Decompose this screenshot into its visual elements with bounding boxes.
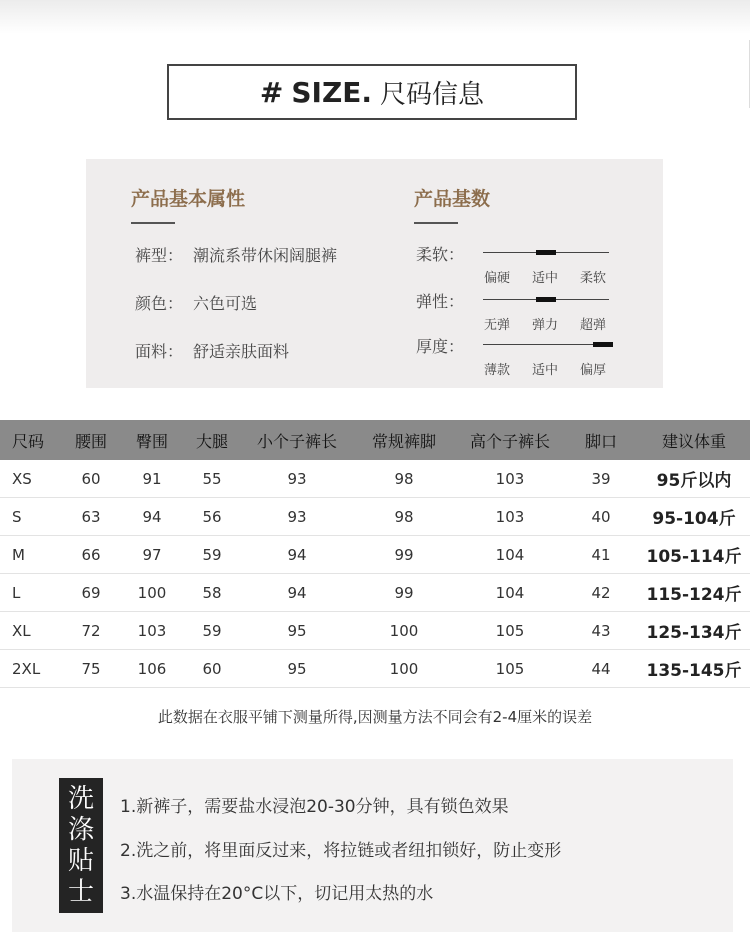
parameter-label: 柔软：: [416, 245, 465, 264]
parameter-level-marker: [593, 342, 613, 347]
attribute-label: 裤型：: [135, 246, 184, 265]
attribute-label: 颜色：: [135, 294, 184, 313]
parameters-underline: [414, 222, 458, 224]
table-cell: 105-114斤: [638, 536, 750, 574]
table-cell: 75: [60, 650, 122, 688]
table-cell: 95: [242, 612, 352, 650]
table-cell: 40: [564, 498, 638, 536]
table-cell: 106: [122, 650, 182, 688]
parameter-tick-low: 偏硬: [484, 271, 511, 286]
column-header: 大腿: [182, 420, 242, 460]
table-cell: 91: [122, 460, 182, 498]
table-cell: 94: [242, 574, 352, 612]
parameter-row-elasticity: [416, 289, 616, 339]
table-cell: 56: [182, 498, 242, 536]
table-cell: 100: [352, 650, 456, 688]
table-cell: 95-104斤: [638, 498, 750, 536]
title-hash: #: [259, 75, 284, 109]
care-tip: 1.新裤子，需要盐水浸泡20-30分钟，具有锁色效果: [120, 797, 509, 817]
table-row: [0, 574, 750, 612]
attribute-value: 六色可选: [193, 294, 258, 313]
parameter-scale-line: [483, 344, 609, 345]
table-cell: 59: [182, 536, 242, 574]
table-cell: 105: [456, 650, 564, 688]
table-cell: 98: [352, 460, 456, 498]
table-cell: 103: [122, 612, 182, 650]
column-header: 常规裤脚: [352, 420, 456, 460]
parameter-row-thickness: [416, 334, 616, 384]
table-row: [0, 536, 750, 574]
parameter-tick-mid: 弹力: [532, 318, 559, 333]
attribute-row-style: [135, 243, 337, 266]
table-cell: 125-134斤: [638, 612, 750, 650]
column-header: 脚口: [564, 420, 638, 460]
title-char: 士: [67, 876, 94, 907]
parameter-label: 弹性：: [416, 292, 465, 311]
parameter-row-softness: [416, 242, 616, 292]
parameter-tick-high: 偏厚: [580, 363, 607, 378]
table-cell: 63: [60, 498, 122, 536]
parameter-label: 厚度：: [416, 337, 465, 356]
table-cell: 115-124斤: [638, 574, 750, 612]
table-cell: 93: [242, 460, 352, 498]
column-header: 尺码: [0, 420, 60, 460]
column-header: 腰围: [60, 420, 122, 460]
attribute-label: 面料：: [135, 342, 184, 361]
table-row: [0, 498, 750, 536]
parameter-tick-high: 超弹: [580, 318, 607, 333]
table-cell: XL: [0, 612, 60, 650]
title-char: 洗: [67, 783, 94, 814]
attribute-row-color: [135, 291, 257, 314]
washing-tips-panel: [12, 759, 733, 932]
title-en: SIZE.: [291, 75, 373, 109]
parameter-tick-low: 薄款: [484, 363, 511, 378]
washing-tips-title: [59, 778, 103, 913]
measurement-note: 此数据在衣服平铺下测量所得,因测量方法不同会有2-4厘米的误差: [157, 708, 593, 726]
parameters-heading: 产品基数: [414, 188, 491, 210]
table-cell: 100: [352, 612, 456, 650]
attribute-value: 潮流系带休闲阔腿裤: [193, 246, 338, 265]
table-cell: M: [0, 536, 60, 574]
title-char: 贴: [67, 845, 94, 876]
table-cell: 99: [352, 574, 456, 612]
parameter-level-marker: [536, 297, 556, 302]
parameter-tick-mid: 适中: [532, 271, 559, 286]
top-shadow: [0, 0, 750, 34]
table-cell: XS: [0, 460, 60, 498]
table-cell: 55: [182, 460, 242, 498]
table-cell: 94: [122, 498, 182, 536]
attributes-heading: 产品基本属性: [131, 188, 246, 210]
table-cell: 2XL: [0, 650, 60, 688]
table-cell: 95: [242, 650, 352, 688]
table-cell: 97: [122, 536, 182, 574]
table-cell: L: [0, 574, 60, 612]
table-cell: 60: [182, 650, 242, 688]
table-cell: 66: [60, 536, 122, 574]
table-cell: 135-145斤: [638, 650, 750, 688]
table-header-row: [0, 420, 750, 460]
parameter-tick-high: 柔软: [580, 271, 607, 286]
parameter-tick-mid: 适中: [532, 363, 559, 378]
table-cell: 39: [564, 460, 638, 498]
table-cell: 72: [60, 612, 122, 650]
table-cell: 44: [564, 650, 638, 688]
title-char: 涤: [67, 814, 94, 845]
size-chart-table: [0, 420, 750, 688]
table-cell: 105: [456, 612, 564, 650]
size-title-box: [167, 64, 577, 120]
table-cell: 93: [242, 498, 352, 536]
product-attributes-panel: [86, 159, 663, 388]
table-cell: S: [0, 498, 60, 536]
table-cell: 43: [564, 612, 638, 650]
table-cell: 69: [60, 574, 122, 612]
table-cell: 58: [182, 574, 242, 612]
table-cell: 103: [456, 460, 564, 498]
attribute-value: 舒适亲肤面料: [193, 342, 290, 361]
care-tip: 2.洗之前，将里面反过来，将拉链或者纽扣锁好，防止变形: [120, 841, 562, 861]
attribute-row-fabric: [135, 339, 289, 362]
parameter-tick-low: 无弹: [484, 318, 511, 333]
table-row: [0, 612, 750, 650]
title-cn: 尺码信息: [380, 79, 485, 110]
table-cell: 99: [352, 536, 456, 574]
table-cell: 98: [352, 498, 456, 536]
table-cell: 60: [60, 460, 122, 498]
column-header: 臀围: [122, 420, 182, 460]
table-cell: 42: [564, 574, 638, 612]
column-header: 建议体重: [638, 420, 750, 460]
table-cell: 94: [242, 536, 352, 574]
table-cell: 59: [182, 612, 242, 650]
column-header: 小个子裤长: [242, 420, 352, 460]
table-cell: 103: [456, 498, 564, 536]
attributes-underline: [131, 222, 175, 224]
parameter-level-marker: [536, 250, 556, 255]
table-cell: 104: [456, 536, 564, 574]
table-cell: 104: [456, 574, 564, 612]
table-cell: 95斤以内: [638, 460, 750, 498]
table-cell: 100: [122, 574, 182, 612]
care-tip: 3.水温保持在20°C以下，切记用太热的水: [120, 884, 434, 904]
table-cell: 41: [564, 536, 638, 574]
column-header: 高个子裤长: [456, 420, 564, 460]
table-row: [0, 460, 750, 498]
table-row: [0, 650, 750, 688]
